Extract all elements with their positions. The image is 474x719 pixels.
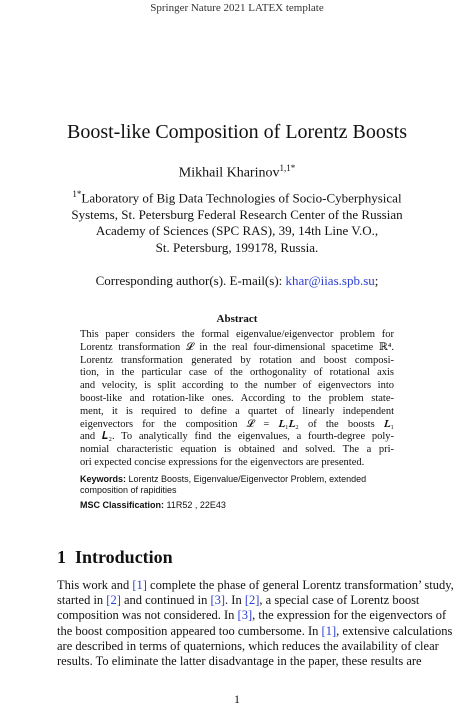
affiliation xyxy=(56,186,418,256)
abstract-line: Lorentz transformation 𝓛 in the real four-dimensional spacetime ℝ⁴. xyxy=(80,341,394,353)
citation-link[interactable]: [3] xyxy=(210,593,226,608)
intro-line xyxy=(57,608,447,623)
abstract-line: ment, it is required to define a quartet of linearly independent xyxy=(80,405,394,417)
intro-line xyxy=(57,593,419,608)
intro-text: , the expression for the eigenvectors of xyxy=(252,608,447,623)
citation-link[interactable]: [2] xyxy=(244,593,260,608)
intro-text: , extensive calculations xyxy=(336,623,453,638)
intro-line xyxy=(57,623,453,639)
affiliation-line: $^{1*}$Laboratory of Big Data Technologies of Socio-Cyberphysical xyxy=(72,189,402,206)
intro-text: started in xyxy=(57,593,107,608)
citation-link[interactable]: [1] xyxy=(321,623,337,638)
intro-line xyxy=(57,578,454,593)
intro-text: . In xyxy=(225,593,245,608)
abstract-line: and velocity, is split according to the number of eigenvectors into xyxy=(80,380,394,392)
abstract-heading: Abstract xyxy=(216,313,258,325)
intro-line xyxy=(57,653,422,669)
abstract-line: nomial characteristic equation is obtained and solved. The a pri- xyxy=(80,444,394,456)
intro-text: composition was not considered. In xyxy=(57,608,238,623)
section-title-text: Introduction xyxy=(75,547,173,567)
abstract-line: eigenvectors for the composition 𝓛 = 𝑳₁𝑳₂ of the boosts 𝑳₁ xyxy=(80,418,394,430)
section-heading xyxy=(57,547,173,568)
abstract-line: tion, in the particular case of the orthogonality of rotational axis xyxy=(80,367,394,379)
abstract-line: ori expected concise expressions for the eigenvectors are presented. xyxy=(80,456,365,468)
corresponding-label: Corresponding author(s). E-mail(s): xyxy=(95,273,283,288)
affiliation-line: Systems, St. Petersburg Federal Research Center of the Russian xyxy=(71,206,403,222)
citation-link[interactable]: [3] xyxy=(237,608,253,623)
msc-label: MSC Classification: xyxy=(80,500,165,510)
author-line xyxy=(0,163,474,182)
intro-text: This work and xyxy=(57,578,133,592)
affiliation-line: St. Petersburg, 199178, Russia. xyxy=(155,239,319,255)
intro-text: results. To eliminate the latter disadvantage in the paper, these results are xyxy=(57,653,422,668)
intro-text: are described in terms of quaternions, which reduces the availability of clear xyxy=(57,638,439,653)
abstract-body xyxy=(80,329,394,470)
intro-text: the boost composition appeared too cumbersome. In xyxy=(57,623,322,638)
abstract-line: boost-like and rotation-like ones. According to the problem state- xyxy=(80,392,394,404)
author-superscript: 1,1* xyxy=(279,163,296,173)
email-link[interactable]: khar@iias.spb.su xyxy=(285,273,375,288)
keywords-label: Keywords: xyxy=(80,474,127,484)
affiliation-line: Academy of Sciences (SPC RAS), 39, 14th Line V.O., xyxy=(95,223,379,239)
author-name: Mikhail Kharinov xyxy=(178,165,280,181)
paper-title: Boost-like Composition of Lorentz Boosts xyxy=(67,121,407,143)
corresponding-suffix: ; xyxy=(374,273,379,288)
keywords xyxy=(80,474,394,496)
section-number: 1 xyxy=(57,547,66,567)
intro-text: , a special case of Lorentz boost xyxy=(259,593,420,608)
running-head: Springer Nature 2021 LATEX template xyxy=(150,2,324,14)
abstract-line: This paper considers the formal eigenvalue/eigenvector problem for xyxy=(80,329,394,340)
keywords-text: Lorentz Boosts, Eigenvalue/Eigenvector Problem, extended composition of rapidities xyxy=(80,474,367,495)
abstract-line: and 𝑳₂. To analytically find the eigenvalues, a fourth-degree poly- xyxy=(80,431,394,443)
citation-link[interactable]: [1] xyxy=(132,578,147,592)
msc-classification xyxy=(80,500,394,510)
page-number: 1 xyxy=(234,692,240,706)
intro-line xyxy=(57,638,439,654)
affiliation-superscript: 1* xyxy=(72,189,82,199)
citation-link[interactable]: [2] xyxy=(106,593,121,608)
msc-text: 11R52 , 22E43 xyxy=(166,500,226,510)
intro-text: and continued in xyxy=(120,593,211,608)
introduction-paragraph xyxy=(57,578,454,669)
intro-text: complete the phase of general Lorentz transformation’ study, xyxy=(146,578,454,592)
abstract-line: Lorentz transformation generated by rotation and boost composi- xyxy=(80,354,394,366)
corresponding-author xyxy=(0,273,474,289)
